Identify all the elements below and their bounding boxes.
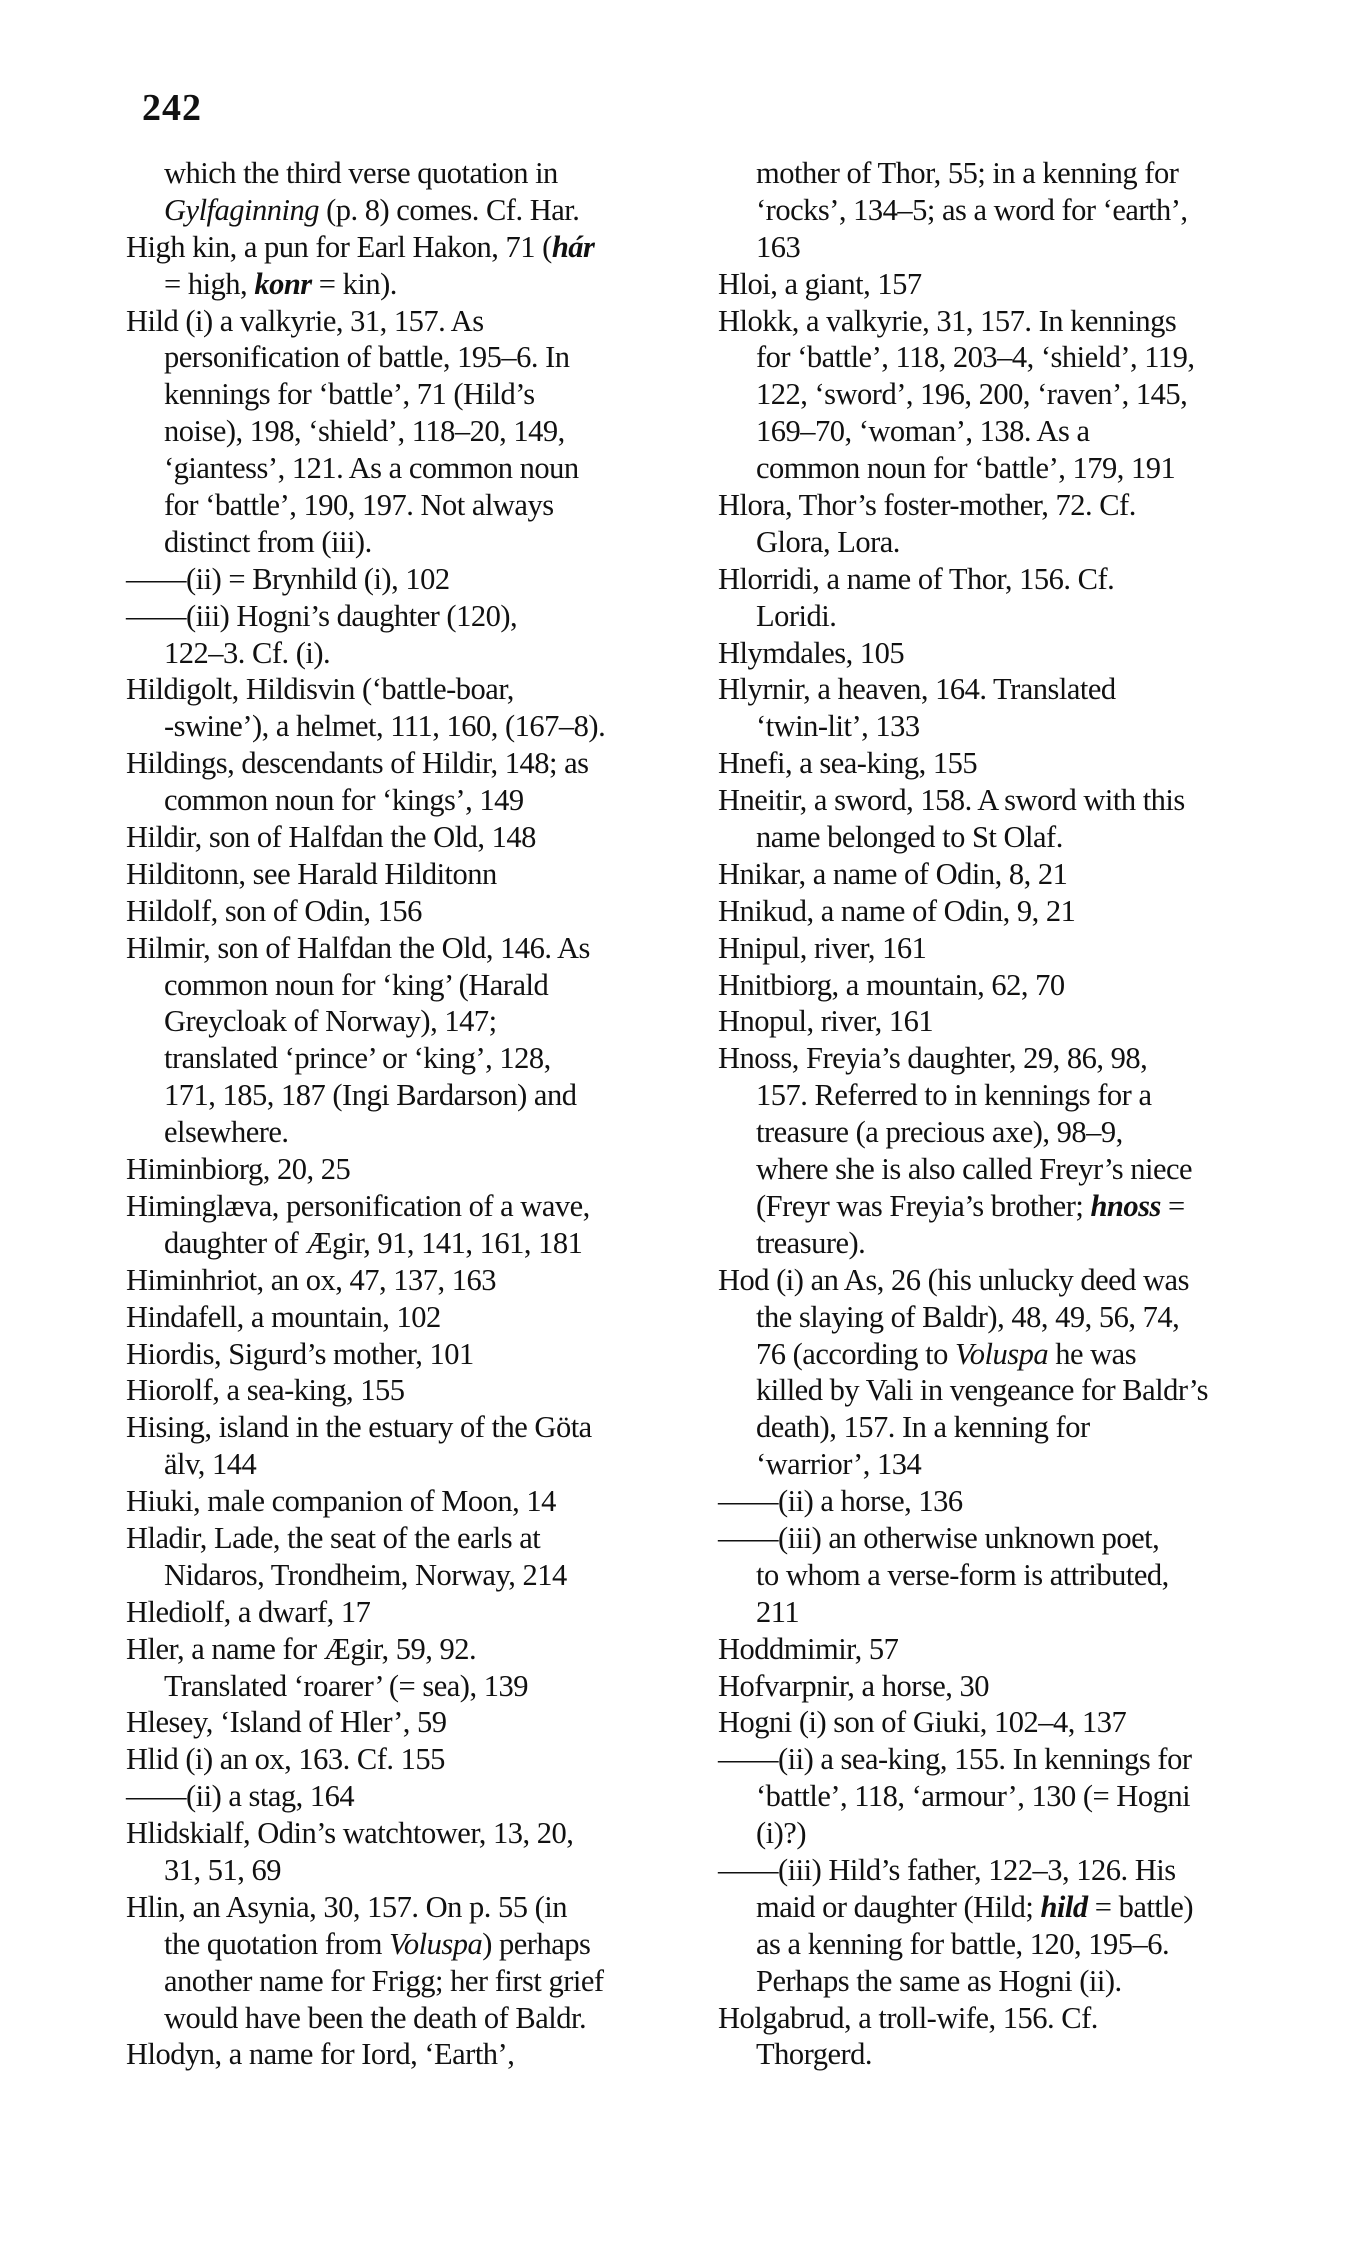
index-entry-text: to whom a verse-form is attributed,	[756, 1557, 1169, 1592]
index-entry-text: Greycloak of Norway), 147;	[164, 1004, 497, 1039]
index-entry-line	[126, 1409, 686, 1446]
index-entry-text: which the third verse quotation in	[164, 156, 558, 190]
index-entry-continuation	[718, 1114, 1278, 1151]
index-entry-line	[718, 1668, 1278, 1705]
index-entry-text: Hildings, descendants of Hildir, 148; as	[126, 746, 589, 781]
index-entry-line	[126, 1483, 686, 1520]
index-entry-text: distinct from (iii).	[164, 524, 372, 559]
index-entry-line	[718, 303, 1278, 340]
index-entry-continuation	[718, 1299, 1278, 1336]
index-entry-line	[126, 1704, 686, 1741]
index-entry-text: Hnikud, a name of Odin, 9, 21	[718, 893, 1076, 928]
index-entry-text: Hild (i) a valkyrie, 31, 157. As	[126, 303, 484, 338]
index-entry-text: Hnefi, a sea-king, 155	[718, 746, 978, 781]
index-entry-line	[126, 1520, 686, 1557]
index-entry-text: Hod (i) an As, 26 (his unlucky deed was	[718, 1262, 1189, 1297]
index-entry-text: Hoddmimir, 57	[718, 1631, 899, 1666]
index-entry-continuation	[126, 413, 686, 450]
index-entry-text: as a kenning for battle, 120, 195–6.	[756, 1926, 1170, 1961]
index-entry-line	[126, 893, 686, 930]
index-entry-continuation	[718, 192, 1278, 229]
index-entry-continuation	[126, 1557, 686, 1594]
index-entry-line	[718, 487, 1278, 524]
index-entry-text: ) perhaps	[482, 1926, 591, 1961]
index-entry-text: Translated ‘roarer’ (= sea), 139	[164, 1668, 528, 1703]
index-entry-line	[718, 635, 1278, 672]
index-entry-text: Hlediolf, a dwarf, 17	[126, 1594, 371, 1629]
index-entry-continuation	[718, 1446, 1278, 1483]
index-entry-text: Hindafell, a mountain, 102	[126, 1299, 441, 1334]
index-entry-continuation	[126, 339, 686, 376]
index-entry-emphasis: Gylfaginning	[164, 192, 319, 227]
index-entry-text: where she is also called Freyr’s niece	[756, 1152, 1193, 1187]
index-entry-text: Hlesey, ‘Island of Hler’, 59	[126, 1705, 447, 1740]
index-entry-text: 169–70, ‘woman’, 138. As a	[756, 414, 1090, 449]
index-entry-continuation	[126, 1003, 686, 1040]
index-entry-continuation	[718, 2036, 1278, 2073]
index-entry-text: = high,	[164, 266, 255, 301]
index-entry-line	[718, 930, 1278, 967]
index-entry-text: common noun for ‘kings’, 149	[164, 783, 524, 818]
index-entry-line	[718, 1040, 1278, 1077]
index-entry-continuation	[718, 524, 1278, 561]
index-entry-emphasis: Voluspa	[389, 1926, 483, 1961]
index-entry-continuation	[126, 2000, 686, 2037]
index-entry-line	[126, 1336, 686, 1373]
index-entry-text: Hildigolt, Hildisvin (‘battle-boar,	[126, 672, 514, 707]
index-entry-line	[126, 1778, 686, 1815]
index-entry-line	[718, 893, 1278, 930]
index-entry-continuation	[718, 598, 1278, 635]
index-entry-continuation	[718, 708, 1278, 745]
index-entry-continuation	[718, 1926, 1278, 1963]
index-entry-text: noise), 198, ‘shield’, 118–20, 149,	[164, 414, 565, 449]
index-entry-emphasis: Voluspa	[955, 1336, 1049, 1371]
index-entry-text: Hnoss, Freyia’s daughter, 29, 86, 98,	[718, 1041, 1148, 1076]
index-entry-line	[718, 967, 1278, 1004]
index-entry-text: common noun for ‘king’ (Harald	[164, 967, 549, 1002]
index-entry-line	[718, 1262, 1278, 1299]
index-entry-text: ‘twin-lit’, 133	[756, 709, 920, 744]
index-entry-text: Hiuki, male companion of Moon, 14	[126, 1484, 556, 1519]
index-entry-continuation	[126, 1040, 686, 1077]
index-entry-line	[126, 671, 686, 708]
index-entry-line	[126, 1889, 686, 1926]
index-entry-line	[126, 1594, 686, 1631]
index-entry-continuation	[718, 1594, 1278, 1631]
index-entry-line	[718, 745, 1278, 782]
index-entry-text: translated ‘prince’ or ‘king’, 128,	[164, 1041, 551, 1076]
index-entry-continuation	[126, 450, 686, 487]
index-entry-text: Hnitbiorg, a mountain, 62, 70	[718, 967, 1065, 1002]
index-entry-continuation	[126, 192, 686, 229]
index-entry-text: Hler, a name for Ægir, 59, 92.	[126, 1631, 477, 1666]
index-entry-text: Hnikar, a name of Odin, 8, 21	[718, 856, 1068, 891]
index-entry-text: ‘warrior’, 134	[756, 1447, 922, 1482]
page-number: 242	[142, 87, 202, 129]
index-entry-text: -swine’), a helmet, 111, 160, (167–8).	[164, 709, 606, 744]
index-entry-text: älv, 144	[164, 1447, 257, 1482]
index-entry-text: Hogni (i) son of Giuki, 102–4, 137	[718, 1705, 1127, 1740]
index-entry-text: daughter of Ægir, 91, 141, 161, 181	[164, 1225, 583, 1260]
index-entry-continuation	[126, 708, 686, 745]
index-entry-text: ——(iii) Hild’s father, 122–3, 126. His	[718, 1852, 1176, 1887]
index-entry-emphasis: hár	[551, 229, 595, 264]
index-entry-text: Perhaps the same as Hogni (ii).	[756, 1963, 1122, 1998]
index-entry-text: 163	[756, 229, 801, 264]
index-entry-text: Hnopul, river, 161	[718, 1004, 934, 1039]
index-entry-text: ——(iii) Hogni’s daughter (120),	[126, 598, 518, 633]
index-entry-line	[126, 930, 686, 967]
index-entry-emphasis: hnoss	[1090, 1188, 1161, 1223]
index-entry-text: Hneitir, a sword, 158. A sword with this	[718, 783, 1185, 818]
index-entry-text: Hlorridi, a name of Thor, 156. Cf.	[718, 561, 1115, 596]
index-entry-text: Glora, Lora.	[756, 524, 900, 559]
index-entry-continuation	[718, 1963, 1278, 2000]
index-entry-line	[126, 1151, 686, 1188]
index-entry-continuation	[126, 635, 686, 672]
index-entry-continuation	[718, 1336, 1278, 1373]
index-entry-line	[718, 1704, 1278, 1741]
index-entry-continuation	[718, 1372, 1278, 1409]
index-entry-line	[126, 1372, 686, 1409]
index-entry-text: Holgabrud, a troll-wife, 156. Cf.	[718, 2000, 1098, 2035]
index-entry-line	[126, 1741, 686, 1778]
index-entry-text: ‘giantess’, 121. As a common noun	[164, 451, 579, 486]
index-entry-text: Himinglæva, personification of a wave,	[126, 1188, 590, 1223]
index-entry-text: elsewhere.	[164, 1115, 289, 1150]
index-entry-continuation	[718, 339, 1278, 376]
index-entry-text: Hilditonn, see Harald Hilditonn	[126, 856, 497, 891]
index-entry-text: =	[1160, 1188, 1185, 1223]
index-entry-text: (p. 8) comes. Cf. Har.	[318, 192, 580, 227]
index-entry-text: maid or daughter (Hild;	[756, 1889, 1041, 1924]
index-entry-line	[126, 598, 686, 635]
index-entry-continuation	[126, 1668, 686, 1705]
index-entry-continuation	[718, 1409, 1278, 1446]
index-entry-text: Hlora, Thor’s foster-mother, 72. Cf.	[718, 488, 1136, 523]
index-entry-line	[126, 229, 686, 266]
index-entry-text: 76 (according to	[756, 1336, 955, 1371]
index-entry-text: name belonged to St Olaf.	[756, 820, 1063, 855]
index-entry-text: Hiordis, Sigurd’s mother, 101	[126, 1336, 474, 1371]
index-entry-text: Hlymdales, 105	[718, 635, 905, 670]
index-entry-continuation	[718, 229, 1278, 266]
index-entry-text: treasure).	[756, 1225, 866, 1260]
index-entry-line	[126, 1299, 686, 1336]
index-entry-line	[718, 561, 1278, 598]
index-entry-line	[718, 1631, 1278, 1668]
index-entry-continuation	[718, 1188, 1278, 1225]
index-entry-text: Himinhriot, an ox, 47, 137, 163	[126, 1262, 496, 1297]
index-entry-text: the slaying of Baldr), 48, 49, 56, 74,	[756, 1299, 1180, 1334]
index-entry-continuation	[126, 1963, 686, 2000]
index-column-right	[718, 155, 1278, 2073]
index-entry-text: Hlodyn, a name for Iord, ‘Earth’,	[126, 2037, 515, 2072]
index-entry-continuation	[126, 1114, 686, 1151]
index-entry-text: ——(ii) a stag, 164	[126, 1779, 355, 1814]
index-entry-continuation	[718, 413, 1278, 450]
index-entry-continuation	[126, 782, 686, 819]
index-entry-continuation	[718, 1557, 1278, 1594]
index-entry-continuation	[126, 155, 686, 192]
index-entry-text: Hloi, a giant, 157	[718, 266, 922, 301]
index-entry-line	[126, 1262, 686, 1299]
index-entry-line	[126, 2036, 686, 2073]
index-entry-text: ——(ii) a sea-king, 155. In kennings for	[718, 1742, 1192, 1777]
index-entry-text: Hladir, Lade, the seat of the earls at	[126, 1520, 541, 1555]
index-entry-line	[126, 819, 686, 856]
index-entry-line	[126, 856, 686, 893]
index-entry-text: 122, ‘sword’, 196, 200, ‘raven’, 145,	[756, 377, 1188, 412]
index-entry-text: ——(ii) a horse, 136	[718, 1484, 963, 1519]
index-entry-line	[126, 1631, 686, 1668]
index-entry-continuation	[718, 1151, 1278, 1188]
index-entry-text: (Freyr was Freyia’s brother;	[756, 1188, 1091, 1223]
index-entry-line	[718, 782, 1278, 819]
index-entry-continuation	[718, 819, 1278, 856]
index-entry-continuation	[718, 1225, 1278, 1262]
index-entry-text: ‘battle’, 118, ‘armour’, 130 (= Hogni	[756, 1779, 1191, 1814]
index-entry-text: 31, 51, 69	[164, 1852, 281, 1887]
index-entry-text: for ‘battle’, 190, 197. Not always	[164, 488, 554, 523]
index-entry-line	[126, 303, 686, 340]
index-entry-continuation	[126, 487, 686, 524]
index-entry-text: 157. Referred to in kennings for a	[756, 1078, 1152, 1113]
index-entry-text: Hiorolf, a sea-king, 155	[126, 1373, 405, 1408]
index-entry-text: ——(iii) an otherwise unknown poet,	[718, 1520, 1160, 1555]
index-entry-text: personification of battle, 195–6. In	[164, 340, 570, 375]
index-entry-continuation	[126, 1852, 686, 1889]
index-entry-text: Thorgerd.	[756, 2037, 873, 2072]
index-entry-text: Nidaros, Trondheim, Norway, 214	[164, 1557, 567, 1592]
index-entry-line	[718, 1003, 1278, 1040]
index-entry-text: death), 157. In a kenning for	[756, 1410, 1090, 1445]
index-column-left	[126, 155, 686, 2073]
index-entry-text: Hlokk, a valkyrie, 31, 157. In kennings	[718, 303, 1177, 338]
index-entry-emphasis: hild	[1040, 1889, 1088, 1924]
index-entry-text: Hofvarpnir, a horse, 30	[718, 1668, 990, 1703]
index-entry-continuation	[126, 376, 686, 413]
index-entry-text: he was	[1048, 1336, 1137, 1371]
index-entry-line	[718, 266, 1278, 303]
index-entry-text: common noun for ‘battle’, 179, 191	[756, 451, 1176, 486]
index-entry-line	[126, 745, 686, 782]
index-entry-line	[718, 856, 1278, 893]
index-entry-line	[718, 1741, 1278, 1778]
index-entry-text: Hising, island in the estuary of the Göta	[126, 1410, 592, 1445]
index-entry-continuation	[126, 1926, 686, 1963]
index-entry-text: High kin, a pun for Earl Hakon, 71 (	[126, 229, 552, 264]
index-entry-text: Hlyrnir, a heaven, 164. Translated	[718, 672, 1116, 707]
index-entry-text: treasure (a precious axe), 98–9,	[756, 1115, 1123, 1150]
index-entry-continuation	[718, 1889, 1278, 1926]
index-entry-continuation	[718, 376, 1278, 413]
index-entry-text: another name for Frigg; her first grief	[164, 1963, 604, 1998]
index-entry-line	[126, 1815, 686, 1852]
index-entry-text: ‘rocks’, 134–5; as a word for ‘earth’,	[756, 192, 1188, 227]
index-entry-line	[718, 2000, 1278, 2037]
index-entry-continuation	[718, 155, 1278, 192]
index-entry-text: (i)?)	[756, 1816, 806, 1851]
index-entry-text: Hnipul, river, 161	[718, 930, 927, 965]
index-entry-text: for ‘battle’, 118, 203–4, ‘shield’, 119,	[756, 340, 1195, 375]
index-entry-continuation	[126, 1446, 686, 1483]
index-entry-text: the quotation from	[164, 1926, 390, 1961]
index-entry-text: = battle)	[1087, 1889, 1193, 1924]
index-entry-continuation	[126, 524, 686, 561]
index-entry-text: ——(ii) = Brynhild (i), 102	[126, 561, 450, 596]
index-entry-text: 171, 185, 187 (Ingi Bardarson) and	[164, 1078, 577, 1113]
index-entry-line	[126, 1188, 686, 1225]
index-entry-continuation	[718, 1077, 1278, 1114]
index-entry-text: Hlid (i) an ox, 163. Cf. 155	[126, 1742, 445, 1777]
index-entry-text: Hildolf, son of Odin, 156	[126, 893, 422, 928]
index-entry-line	[718, 1483, 1278, 1520]
index-entry-continuation	[126, 967, 686, 1004]
index-entry-text: Loridi.	[756, 598, 837, 633]
index-entry-text: 122–3. Cf. (i).	[164, 635, 331, 670]
index-entry-emphasis: konr	[254, 266, 312, 301]
index-entry-text: mother of Thor, 55; in a kenning for	[756, 156, 1179, 190]
index-entry-text: kennings for ‘battle’, 71 (Hild’s	[164, 377, 535, 412]
index-entry-line	[126, 561, 686, 598]
index-entry-text: = kin).	[311, 266, 397, 301]
index-entry-text: Hlidskialf, Odin’s watchtower, 13, 20,	[126, 1816, 574, 1851]
index-entry-continuation	[126, 1225, 686, 1262]
index-entry-text: Hlin, an Asynia, 30, 157. On p. 55 (in	[126, 1889, 568, 1924]
index-entry-continuation	[718, 450, 1278, 487]
index-entry-text: 211	[756, 1594, 800, 1629]
index-entry-line	[718, 671, 1278, 708]
index-entry-text: would have been the death of Baldr.	[164, 2000, 587, 2035]
index-entry-text: Hildir, son of Halfdan the Old, 148	[126, 820, 536, 855]
index-entry-line	[718, 1852, 1278, 1889]
index-entry-continuation	[718, 1778, 1278, 1815]
index-entry-continuation	[126, 1077, 686, 1114]
index-entry-text: killed by Vali in vengeance for Baldr’s	[756, 1373, 1208, 1408]
index-entry-line	[718, 1520, 1278, 1557]
index-entry-text: Himinbiorg, 20, 25	[126, 1152, 351, 1187]
index-entry-continuation	[718, 1815, 1278, 1852]
index-entry-continuation	[126, 266, 686, 303]
index-entry-text: Hilmir, son of Halfdan the Old, 146. As	[126, 930, 590, 965]
